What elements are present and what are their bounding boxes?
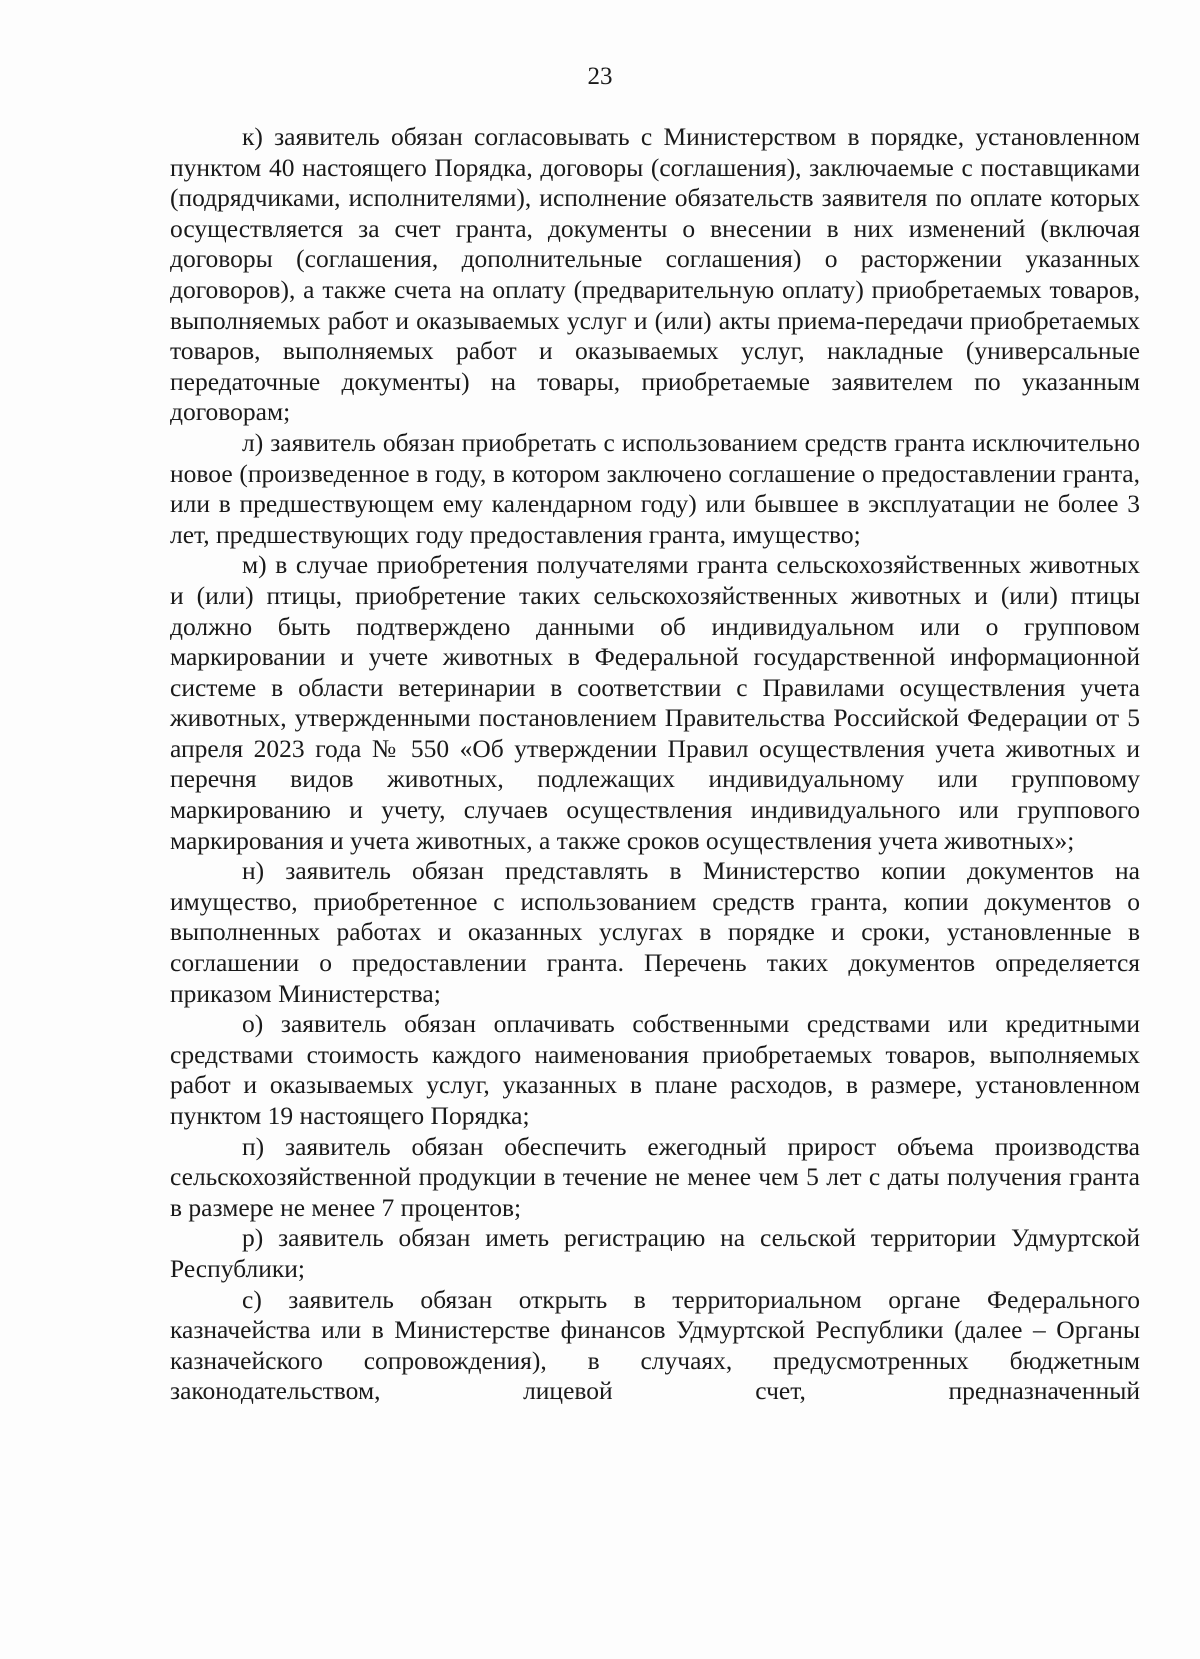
paragraph-m: м) в случае приобретения получателями гранта сельскохозяйственных животных и (или) птицы, приобретение таких сельскохозяйственных животных и (или) птицы должно быть подтверждено данными об индивидуальном или о групповом маркировании и учете животных в Федеральной государственной информационной системе в области ветеринарии в соответствии с Правилами осуществления учета животных, утвержденными постановлением Правительства Российской Федерации от 5 апреля 2023 года № 550 «Об утверждении Правил осуществления учета животных и перечня видов животных, подлежащих индивидуальному или групповому маркированию и учету, случаев осуществления индивидуального или группового маркирования и учета животных, а также сроков осуществления учета животных»; (170, 550, 1140, 855)
paragraph-o: о) заявитель обязан оплачивать собственными средствами или кредитными средствами стоимость каждого наименования приобретаемых товаров, выполняемых работ и оказываемых услуг, указанных в плане расходов, в размере, установленном пунктом 19 настоящего Порядка; (170, 1009, 1140, 1130)
document-body (170, 122, 1140, 1407)
paragraph-s: с) заявитель обязан открыть в территориальном органе Федерального казначейства или в Министерстве финансов Удмуртской Республики (далее – Органы казначейского сопровождения), в случаях, предусмотренных бюджетным законодательством, лицевой счет, предназначенный (170, 1284, 1140, 1406)
paragraph-p: п) заявитель обязан обеспечить ежегодный прирост объема производства сельскохозяйственной продукции в течение не менее чем 5 лет с даты получения гранта в размере не менее 7 процентов; (170, 1131, 1140, 1222)
paragraph-l: л) заявитель обязан приобретать с использованием средств гранта исключительно новое (произведенное в году, в котором заключено соглашение о предоставлении гранта, или в предшествующем ему календарном году) или бывшее в эксплуатации не более 3 лет, предшествующих году предоставления гранта, имущество; (170, 427, 1140, 549)
paragraph-n: н) заявитель обязан представлять в Министерство копии документов на имущество, приобретенное с использованием средств гранта, копии документов о выполненных работах и оказанных услугах в порядке и сроки, установленные в соглашении о предоставлении гранта. Перечень таких документов определяется приказом Министерства; (170, 856, 1140, 1008)
paragraph-k: к) заявитель обязан согласовывать с Министерством в порядке, установленном пунктом 40 настоящего Порядка, договоры (соглашения), заключаемые с поставщиками (подрядчиками, исполнителями), исполнение обязательств заявителя по оплате которых осуществляется за счет гранта, документы о внесении в них изменений (включая договоры (соглашения, дополнительные соглашения) о расторжении указанных договоров), а также счета на оплату (предварительную оплату) приобретаемых товаров, выполняемых работ и оказываемых услуг и (или) акты приема-передачи приобретаемых товаров, выполняемых работ и оказываемых услуг, накладные (универсальные передаточные документы) на товары, приобретаемые заявителем по указанным договорам; (170, 122, 1140, 427)
paragraph-r: р) заявитель обязан иметь регистрацию на сельской территории Удмуртской Республики; (170, 1223, 1140, 1283)
page-number: 23 (587, 63, 613, 90)
